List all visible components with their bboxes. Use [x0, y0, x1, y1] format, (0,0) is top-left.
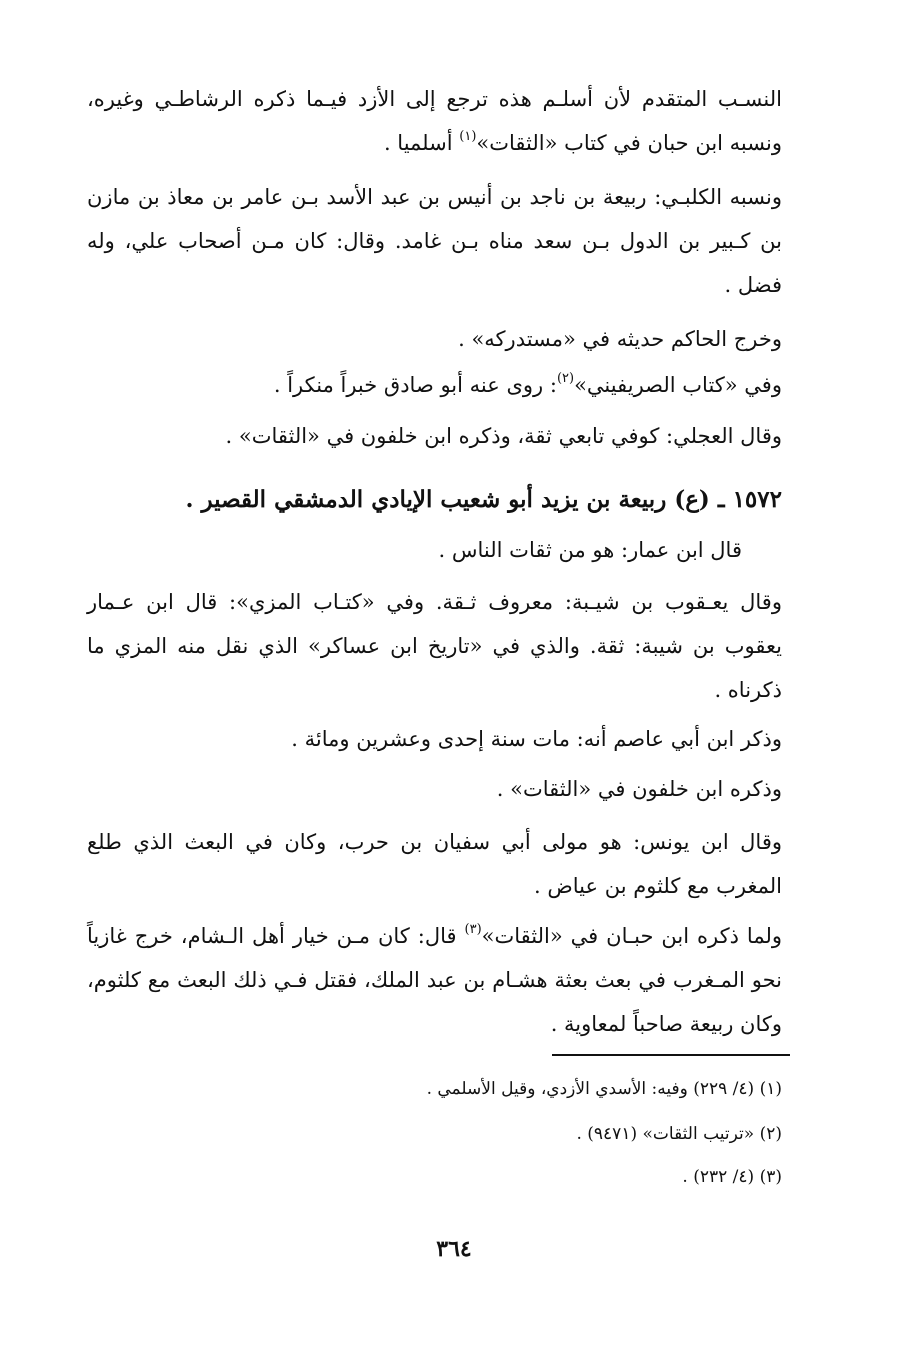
paragraph-text: قال: كان مـن خيار أهل الـشام، خرج غازياً نحو المـغرب في بعث بعثة هشـام بن عبد الملك، فقتل فـي ذلك البعث مع كلثوم، وكان ربيعة صاحباً لمعاوية .	[87, 924, 782, 1036]
paragraph-sarifini	[87, 363, 782, 407]
paragraph-text: وفي «كتاب الصريفيني»	[574, 373, 782, 397]
paragraph-ibn-hibban	[87, 914, 782, 1046]
paragraph-ibn-yunus: وقال ابن يونس: هو مولى أبي سفيان بن حرب، وكان في البعث الذي طلع المغرب مع كلثوم بن عياض .	[87, 830, 782, 898]
paragraph-yaqub-ibn-shayba: وقال يعـقوب بن شيـبة: معروف ثـقة. وفي «كتـاب المزي»: قال ابن عـمار يعقوب بن شيبة: ثقة. والذي في «تاريخ ابن عساكر» الذي نقل منه المزي ما ذكرناه .	[87, 590, 782, 702]
paragraph-text: النسـب المتقدم لأن أسلـم هذه ترجع إلى الأزد فيـما ذكره الرشاطـي وغيره، ونسبه ابن حبان في كتاب «الثقات»	[87, 87, 782, 155]
paragraph-text: ولما ذكره ابن حبـان في «الثقات»	[481, 924, 783, 948]
paragraph-ibn-khalfun: وذكره ابن خلفون في «الثقات» .	[496, 777, 782, 801]
footnote-3: (٣) (٤/ ٢٣٢) .	[682, 1167, 782, 1187]
paragraph-ibn-ammar: قال ابن عمار: هو من ثقات الناس .	[438, 538, 742, 562]
paragraph-kalbi-lineage: ونسبه الكلبـي: ربيعة بن ناجد بن أنيس بن عبد الأسد بـن عامر بن معاذ بن مازن بن كـبير بن الدول بـن سعد مناه بـن غامد. وقال: كان مـن أصحاب علي، وله فضل .	[87, 185, 782, 297]
paragraph-text: : روى عنه أبو صادق خبراً منكراً .	[273, 373, 557, 397]
footnote-marker-3: (٣)	[464, 922, 482, 937]
entry-heading-1572: ١٥٧٢ ـ (ع) ربيعة بن يزيد أبو شعيب الإيادي الدمشقي القصير .	[185, 486, 782, 513]
paragraph-nasab-aslam	[87, 77, 782, 165]
footnote-divider	[552, 1054, 790, 1056]
footnote-1: (١) (٤/ ٢٢٩) وفيه: الأسدي الأزدي، وقيل الأسلمي .	[426, 1079, 782, 1099]
paragraph-hakim: وخرج الحاكم حديثه في «مستدركه» .	[458, 327, 782, 351]
footnote-marker-1: (١)	[459, 129, 477, 144]
footnote-marker-2: (٢)	[556, 371, 575, 386]
page-number: ٣٦٤	[436, 1236, 472, 1262]
footnote-2: (٢) «ترتيب الثقات» (٩٤٧١) .	[576, 1124, 782, 1144]
paragraph-ijli: وقال العجلي: كوفي تابعي ثقة، وذكره ابن خلفون في «الثقات» .	[225, 424, 782, 448]
paragraph-text: أسلميا .	[383, 131, 460, 155]
paragraph-ibn-abi-asim: وذكر ابن أبي عاصم أنه: مات سنة إحدى وعشرين ومائة .	[291, 727, 782, 751]
